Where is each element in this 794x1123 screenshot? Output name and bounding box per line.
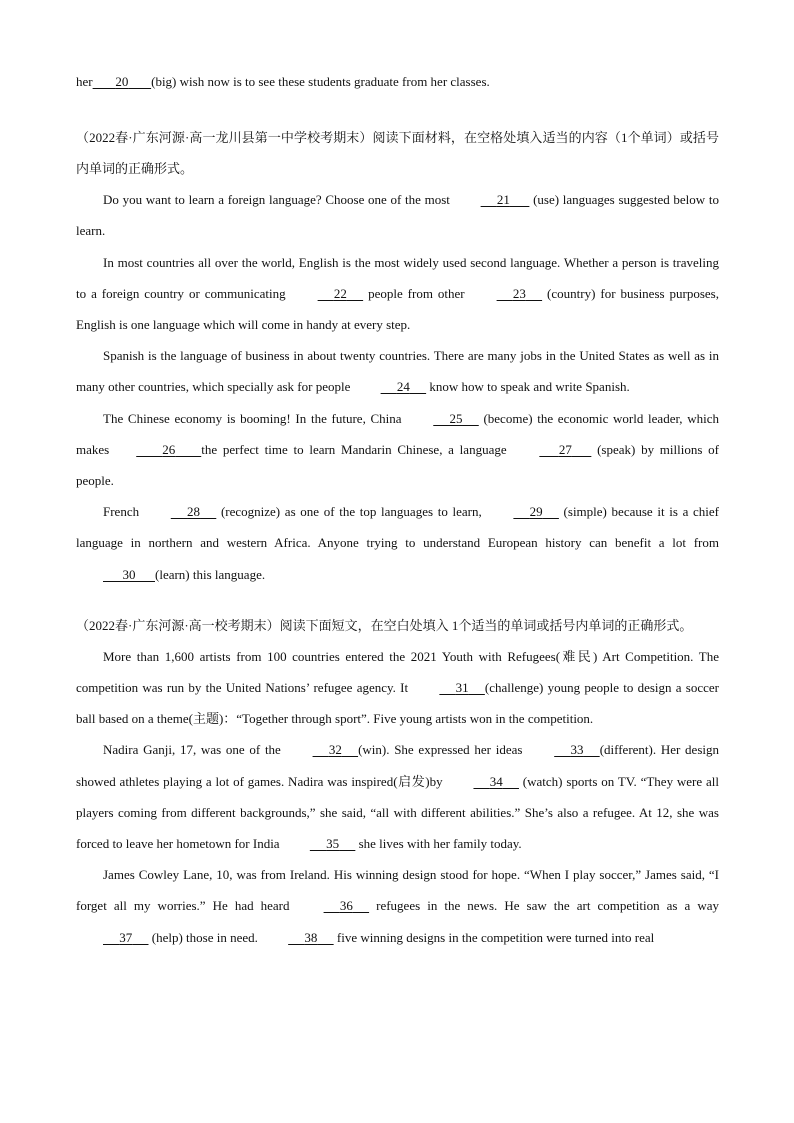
section1-paragraph-4: The Chinese economy is booming! In the future, China 25 (become) the economic world leader, which makes 26 the perfect time to learn Mandarin Chinese, a language 27 (speak) by millions of people.: [76, 403, 719, 497]
blank-33: 33: [570, 742, 584, 758]
section1-header: （2022春·广东河源·高一龙川县第一中学校考期末）阅读下面材料，在空格处填入适当的内容（1个单词）或括号内单词的正确形式。: [76, 130, 719, 177]
blank-35: 35: [326, 836, 340, 852]
blank-34: 34: [489, 773, 503, 789]
blank-36: 36: [339, 898, 353, 914]
section1-paragraph-5: French 28 (recognize) as one of the top languages to learn, 29 (simple) because it is a chief language in northern and western Africa. Anyone trying to understand European history can benefit a lot from 30 (learn) this language.: [76, 496, 719, 590]
section1-paragraph-2: In most countries all over the world, English is the most widely used second language. Whether a person is traveling to a foreign country or communicating 22 people from other 23 (country) for business purposes, English is one language which will come in handy at every step.: [76, 254, 719, 333]
section2-paragraph-1: More than 1,600 artists from 100 countries entered the 2021 Youth with Refugees(难民) Art Competition. The competition was run by the United Nations’ refugee agency. It 31 (challenge) young people to design a soccer ball based on a theme(主题)：“Together through sport”. Five young artists won in the competition.: [76, 648, 719, 727]
text-fragment: (big) wish now is to see these students graduate from her classes.: [151, 74, 490, 89]
blank-21: 21: [496, 192, 510, 208]
blank-27: 27: [558, 441, 572, 457]
blank-32: 32: [328, 742, 342, 758]
blank-26: 26: [162, 441, 176, 457]
blank-20: 20: [115, 74, 129, 89]
section1-paragraph-3: Spanish is the language of business in about twenty countries. There are many jobs in the United States as well as in many other countries, which specially ask for people 24 know how to speak and write Spanish.: [76, 340, 719, 402]
document-body: [76, 66, 719, 953]
blank-28: 28: [187, 504, 201, 520]
blank-22: 22: [333, 285, 347, 301]
blank-25: 25: [449, 410, 463, 426]
section1-paragraph-1: Do you want to learn a foreign language? Choose one of the most 21 (use) languages suggested below to learn.: [76, 184, 719, 246]
section2-paragraph-2: Nadira Ganji, 17, was one of the 32 (win). She expressed her ideas 33 (different). Her design showed athletes playing a lot of games. Nadira was inspired(启发)by 34 (watch) sports on TV. “They were all players coming from different backgrounds,” she said, “all with different abilities.” She’s also a refugee. At 12, she was forced to leave her hometown for India 35 she lives with her family today.: [76, 734, 719, 859]
continued-line: [76, 66, 719, 97]
section2-paragraph-3: James Cowley Lane, 10, was from Ireland. His winning design stood for hope. “When I play soccer,” James said, “I forget all my worries.” He had heard 36 refugees in the news. He saw the art competition as a way 37 (help) those in need. 38 five winning designs in the competition were turned into real: [76, 859, 719, 953]
blank-23: 23: [512, 285, 526, 301]
blank-37: 37: [119, 929, 133, 945]
section2-header: （2022春·广东河源·高一校考期末）阅读下面短文，在空白处填入 1个适当的单词或括号内单词的正确形式。: [76, 617, 693, 633]
blank-24: 24: [396, 379, 410, 395]
blank-30: 30: [122, 566, 136, 582]
blank-31: 31: [455, 680, 469, 696]
blank-38: 38: [304, 929, 318, 945]
text-fragment: her: [76, 74, 93, 89]
blank-29: 29: [529, 504, 543, 520]
